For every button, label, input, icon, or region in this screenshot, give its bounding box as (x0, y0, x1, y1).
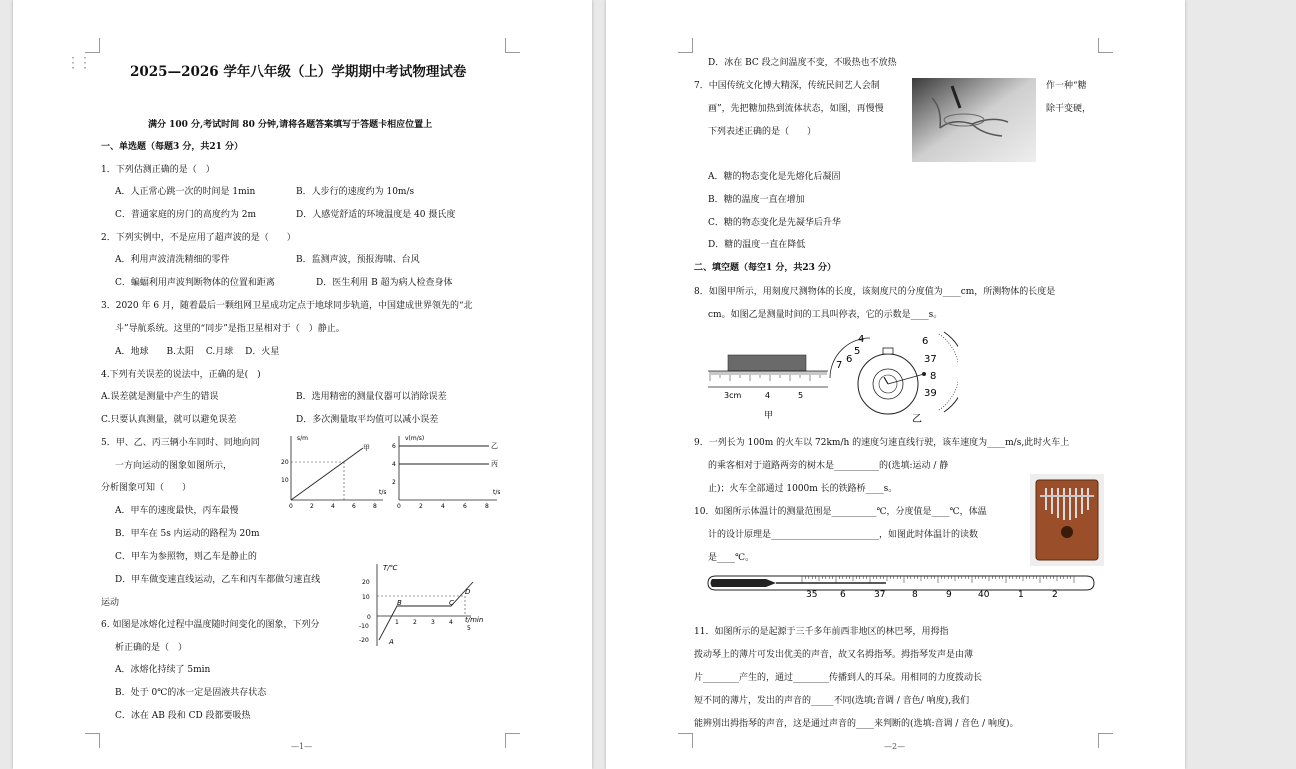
option-text: 运动 (101, 598, 120, 608)
measured-block (728, 355, 806, 371)
tick-label: 40 (978, 590, 990, 600)
tick-label: 10 (362, 594, 370, 601)
page-title: 2025—2026 学年八年级（上）学期期中考试物理试卷 (130, 64, 467, 80)
y-axis-label: T/℃ (383, 564, 398, 572)
corner-mark (1098, 733, 1113, 748)
option-text: B．甲车在 5s 内运动的路程为 20m (115, 529, 260, 539)
tick-label: 2 (310, 503, 314, 510)
question-text: 计的设计原理是________________________，如图此时体温计的读数 (708, 530, 979, 540)
question-text: 析正确的是（ ） (115, 643, 188, 653)
question-text: 一方向运动的图象如图所示， (115, 461, 233, 471)
tick-label: 3cm (724, 391, 742, 400)
question-text: 止)；火车全部通过 1000m 长的铁路桥____s。 (708, 484, 898, 494)
q5-graph-st (281, 430, 391, 510)
thermometer-figure (706, 566, 1098, 600)
question-text: 画”，先把糖加热到流体状态，如图，再慢慢 (708, 104, 884, 114)
tick-label: 2 (1052, 590, 1058, 600)
figure-label: 乙 (912, 414, 922, 425)
pointer-tip (922, 372, 926, 376)
question-text: 下列表述正确的是（ ） (708, 127, 817, 137)
option-text: B．人步行的速度约为 10m/s (296, 187, 415, 197)
question-text: 1．下列估测正确的是（ ） (101, 165, 215, 175)
dial-label: 7 (836, 360, 843, 371)
tick-label: 4 (765, 391, 771, 400)
dial-label: 39 (924, 388, 937, 399)
dial-label: 8 (930, 371, 937, 382)
question-text: 6. 如图是冰熔化过程中温度随时间变化的图象，下列分 (101, 620, 320, 630)
option-text: B．糖的温度一直在增加 (708, 195, 805, 205)
tick-label: 5 (798, 391, 804, 400)
point-label: C (449, 599, 454, 607)
dial-label: 4 (858, 334, 865, 345)
corner-mark (1098, 38, 1113, 53)
thermometer-bulb (711, 579, 777, 587)
tick-label: 5 (467, 625, 471, 632)
question-text: 片________产生的，通过________传播到人的耳朵。用相同的力度拨动长 (694, 673, 983, 683)
section-heading: 一、单选题（每题3 分，共21 分） (101, 142, 244, 152)
corner-mark (505, 733, 520, 748)
question-text: cm。如图乙是测量时间的工具叫停表，它的示数是____s。 (708, 310, 943, 320)
corner-mark (85, 38, 100, 53)
option-text: A．甲车的速度最快，丙车最慢 (115, 506, 239, 516)
question-text: 10．如图所示体温计的测量范围是__________℃，分度值是____℃，体温 (694, 507, 987, 517)
series-line (379, 582, 473, 640)
tick-label: 6 (392, 443, 396, 450)
dial-label: 37 (924, 354, 937, 365)
y-axis-label: s/m (297, 435, 308, 442)
tick-label: 0 (289, 503, 293, 510)
question-text: 作一种“糖 (1046, 81, 1087, 91)
question-text: 能辨别出拇指琴的声音，这是通过声音的____来判断的(选填:音调 / 音色 / 响度)。 (694, 719, 1019, 729)
section-heading: 二、填空题（每空1 分，共23 分） (694, 263, 837, 273)
tick-label: 2 (419, 503, 423, 510)
x-axis-label: t/s (493, 489, 501, 496)
question-text: 3．2020 年 6 月，随着最后一颗组网卫星成功定点于地球同步轨道，中国建成世界领先的“北 (101, 301, 473, 311)
dial-label: 6 (846, 354, 853, 365)
figure-label: 甲 (764, 411, 774, 421)
series-line-jia (291, 448, 363, 500)
question-text: 7．中国传统文化博大精深，传统民间艺人会制 (694, 81, 880, 91)
tick-label: 3 (431, 619, 435, 626)
stopwatch-figure (828, 326, 958, 430)
tick-label: 8 (485, 503, 489, 510)
option-text: A．地球 B.太阳 C.月球 D．火星 (115, 347, 280, 357)
series-label: 甲 (363, 444, 370, 452)
stopwatch-crown (883, 348, 893, 354)
question-text: 5．甲、乙、丙三辆小车同时、同地向同 (101, 438, 260, 448)
option-text: C．普通家庭的房门的高度约为 2m (115, 210, 257, 220)
dial-ticks (939, 334, 958, 410)
point-label: B (397, 599, 402, 607)
point-label: A (389, 638, 394, 646)
question-text: 4.下列有关误差的说法中，正确的是( ) (101, 370, 261, 380)
option-text: D．甲车做变速直线运动，乙车和丙车都做匀速直线 (115, 575, 321, 585)
option-text: A．利用声波清洗精细的零件 (115, 255, 230, 265)
x-axis-label: t/s (379, 489, 387, 496)
question-text: 分析图象可知（ ） (101, 483, 192, 493)
tick-label: 4 (331, 503, 335, 510)
option-text: B．处于 0℃的冰一定是固液共存状态 (115, 688, 267, 698)
tick-label: 1 (1018, 590, 1024, 600)
tick-label: -20 (359, 637, 369, 644)
q5-graph-vt (391, 430, 503, 510)
tick-label: -10 (359, 623, 369, 630)
option-text: B．选用精密的测量仪器可以消除误差 (296, 392, 447, 402)
page-number: —1— (291, 742, 313, 751)
corner-mark (678, 38, 693, 53)
kalimba-photo (1030, 474, 1104, 566)
option-text: B．监测声波，预报海啸、台风 (296, 255, 420, 265)
tick-label: 0 (367, 614, 371, 621)
point-label: D (465, 588, 471, 596)
exam-subtitle: 满分 100 分,考试时间 80 分钟,请将各题答案填写于答题卡相应位置上 (148, 120, 433, 130)
corner-mark (85, 733, 100, 748)
page-number: —2— (884, 742, 906, 751)
dial-label: 5 (854, 346, 861, 357)
option-text: D．医生利用 B 超为病人检查身体 (316, 278, 453, 288)
option-text: D．冰在 BC 段之间温度不变，不吸热也不放热 (708, 58, 897, 68)
tick-label: 20 (281, 459, 289, 466)
q6-temperature-graph (353, 560, 493, 650)
tick-label: 2 (392, 479, 396, 486)
tick-label: 4 (392, 461, 396, 468)
tick-label: 9 (946, 590, 952, 600)
sugar-painting-photo (912, 78, 1036, 162)
document-page-1 (13, 0, 592, 769)
ruler-figure (706, 350, 831, 422)
tick-label: 6 (463, 503, 467, 510)
option-text: D．糖的温度一直在降低 (708, 240, 806, 250)
question-text: 短不同的薄片，发出的声音的_____不同(选填;音调 / 音色/ 响度),我们 (694, 696, 970, 706)
tick-label: 6 (352, 503, 356, 510)
option-text: C．甲车为参照物，则乙车是静止的 (115, 552, 257, 562)
option-text: C．糖的物态变化是先凝华后升华 (708, 218, 841, 228)
question-text: 的乘客相对于道路两旁的树木是__________的(选填:运动 / 静 (708, 461, 949, 471)
question-text: 2．下列实例中，不是应用了超声波的是（ ） (101, 233, 296, 243)
dial-label: 6 (922, 336, 929, 347)
corner-mark (678, 733, 693, 748)
option-text: A．人正常心跳一次的时间是 1min (115, 187, 256, 197)
tick-label: 20 (362, 579, 370, 586)
tick-label: 10 (281, 477, 289, 484)
question-text: 是____℃。 (708, 553, 755, 563)
option-text: A.误差就是测量中产生的错误 (101, 392, 219, 402)
tick-label: 6 (840, 590, 846, 600)
document-page-2 (606, 0, 1185, 769)
tick-label: 8 (373, 503, 377, 510)
option-text: A．糖的物态变化是先熔化后凝固 (708, 172, 841, 182)
tick-label: 4 (441, 503, 445, 510)
tick-label: 4 (449, 619, 453, 626)
x-axis-label: t/min (465, 616, 484, 624)
tick-label: 37 (874, 590, 886, 600)
option-text: D．多次测量取平均值可以减小误差 (296, 415, 439, 425)
tick-label: 35 (806, 590, 818, 600)
series-label: 乙 (491, 442, 498, 450)
option-text: C．蝙蝠利用声波判断物体的位置和距离 (115, 278, 275, 288)
option-text: D．人感觉舒适的环境温度是 40 摄氏度 (296, 210, 456, 220)
corner-mark (505, 38, 520, 53)
question-text: 拨动琴上的薄片可发出优美的声音，故又名拇指琴。拇指琴发声是由薄 (694, 650, 974, 660)
question-text: 8．如图甲所示，用刻度尺测物体的长度，该刻度尺的分度值为____cm，所测物体的长度是 (694, 287, 1056, 297)
tick-label: 8 (912, 590, 918, 600)
question-text: 斗”导航系统。这里的“同步”是指卫星相对于（ ）静止。 (115, 324, 345, 334)
option-text: C．冰在 AB 段和 CD 段都要吸热 (115, 711, 251, 721)
y-axis-label: v(m/s) (405, 435, 425, 442)
dial-arc (944, 332, 958, 412)
option-text: A．冰熔化持续了 5min (115, 665, 211, 675)
question-text: 除干变硬， (1046, 104, 1092, 114)
ruler-ticks (710, 371, 826, 381)
option-text: C.只要认真测量，就可以避免误差 (101, 415, 237, 425)
tick-label: 1 (395, 619, 399, 626)
tick-label: 2 (413, 619, 417, 626)
question-text: 11．如图所示的是起源于三千多年前西非地区的林巴琴，用拇指 (694, 627, 949, 637)
series-label: 丙 (491, 460, 498, 468)
tick-label: 0 (397, 503, 401, 510)
drag-handle-icon[interactable]: ⋮⋮ (66, 55, 90, 71)
question-text: 9．一列长为 100m 的火车以 72km/h 的速度匀速直线行驶，该车速度为____m/s,此时火车上 (694, 438, 1070, 448)
